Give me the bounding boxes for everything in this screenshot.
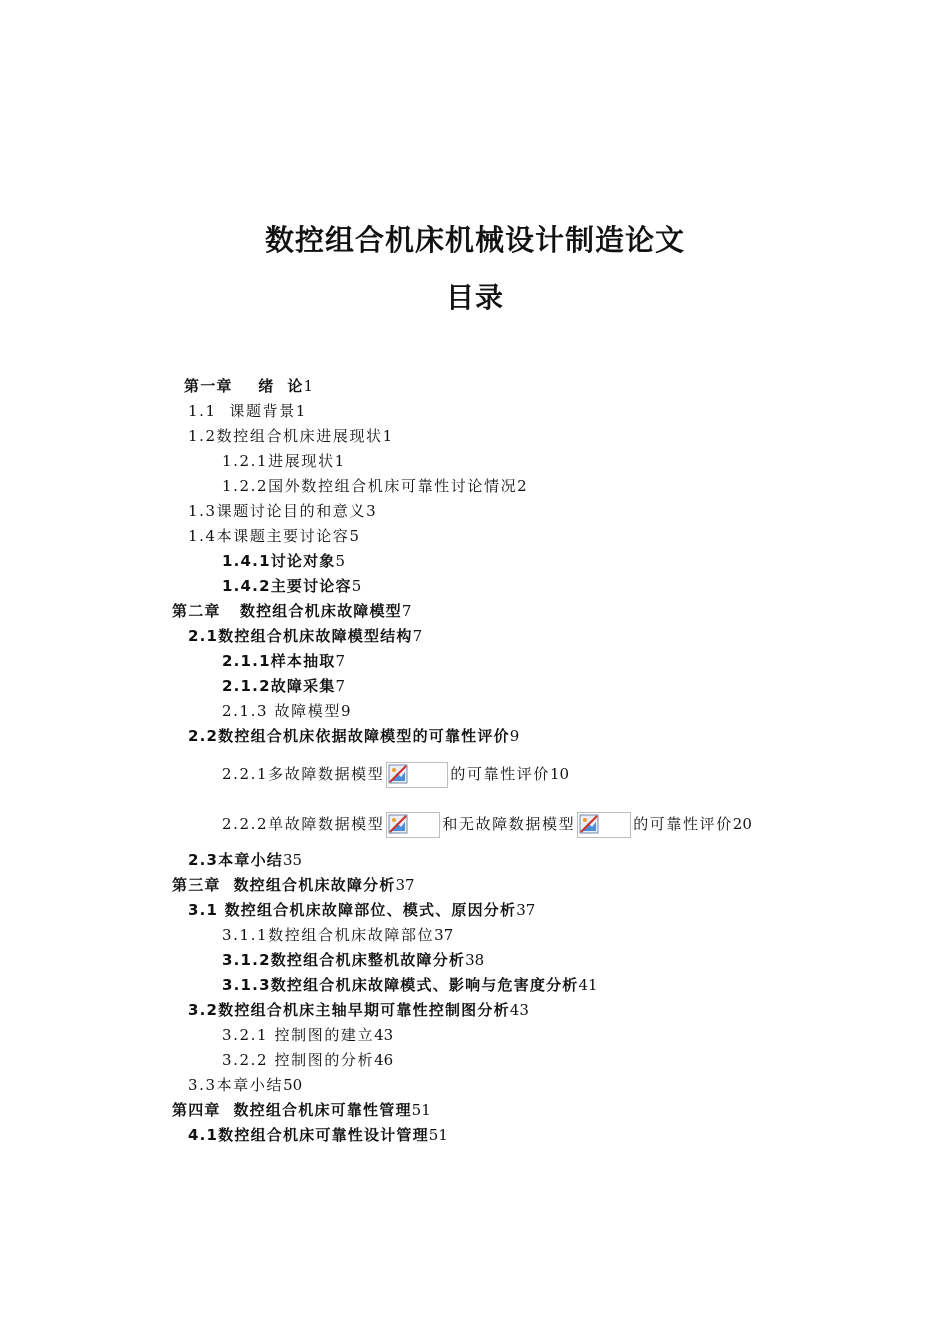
toc-entry-3-2-2[interactable] [222,1048,393,1073]
toc-entry-2-1-3[interactable] [222,699,350,724]
toc-entry-label: 3.1.3数控组合机床故障模式、影响与危害度分析 [222,976,579,994]
toc-entry-chapter-3[interactable] [172,873,415,898]
toc-entry-label: 1.4本课题主要讨论容 [188,527,350,545]
toc-entry-1-2-2[interactable] [222,474,527,499]
toc-entry-label: 2.3本章小结 [188,851,283,869]
toc-entry-3-1[interactable] [188,898,535,923]
toc-entry-page: 2 [517,477,527,495]
toc-entry-3-1-1[interactable] [222,923,453,948]
toc-entry-page: 38 [465,951,485,969]
toc-entry-label: 1.1 课题背景 [188,402,296,420]
toc-entry-label-suffix: 的可靠性评价 [450,765,550,783]
toc-entry-page: 37 [434,926,454,944]
toc-entry-2-1-1[interactable] [222,649,345,674]
toc-entry-label: 3.2.2 控制图的分析 [222,1051,375,1069]
toc-entry-page: 5 [335,552,346,570]
toc-entry-label: 3.3本章小结 [188,1076,284,1094]
toc-entry-page: 9 [509,727,520,745]
toc-entry-page: 37 [395,876,415,894]
toc-entry-label: 3.1 数控组合机床故障部位、模式、原因分析 [188,901,517,919]
toc-entry-label: 1.4.1讨论对象 [222,552,336,570]
toc-entry-page: 43 [374,1026,394,1044]
toc-entry-3-2-1[interactable] [222,1023,393,1048]
toc-entry-label: 第一章 绪 论 [184,377,304,395]
broken-image-icon [386,762,448,788]
toc-entry-page: 51 [411,1101,431,1119]
toc-entry-label: 1.3课题讨论目的和意义 [188,502,367,520]
toc-entry-2-2-1[interactable] [222,760,569,788]
toc-entry-label: 2.1.1样本抽取 [222,652,336,670]
toc-entry-2-1-2[interactable] [222,674,345,699]
toc-title: 目录 [445,281,504,314]
toc-entry-1-4[interactable] [188,524,359,549]
toc-entry-page: 43 [509,1001,529,1019]
toc-entry-page: 7 [335,652,346,670]
toc-entry-page: 35 [282,851,303,869]
toc-entry-page: 7 [401,602,412,620]
toc-entry-1-2[interactable] [188,424,392,449]
toc-entry-label: 1.4.2主要讨论容 [222,577,352,595]
toc-entry-label-suffix: 的可靠性评价 [633,815,733,833]
toc-entry-label: 3.2.1 控制图的建立 [222,1026,375,1044]
toc-entry-page: 5 [349,527,360,545]
toc-entry-2-2[interactable] [188,724,519,749]
toc-entry-1-2-1[interactable] [222,449,344,474]
toc-entry-label: 2.1.2故障采集 [222,677,336,695]
toc-entry-label: 第三章 数控组合机床故障分析 [172,876,396,894]
toc-entry-page: 41 [578,976,598,994]
toc-entry-1-4-2[interactable] [222,574,361,599]
toc-entry-page: 46 [374,1051,394,1069]
toc-entry-3-2[interactable] [188,998,529,1023]
toc-entry-label: 3.1.2数控组合机床整机故障分析 [222,951,466,969]
toc-entry-3-3[interactable] [188,1073,302,1098]
toc-entry-label: 第四章 数控组合机床可靠性管理 [172,1101,412,1119]
toc-entry-label: 1.2.2国外数控组合机床可靠性讨论情况 [222,477,518,495]
toc-entry-page: 7 [412,627,423,645]
toc-entry-label: 第二章 数控组合机床故障模型 [172,602,402,620]
toc-entry-page: 5 [351,577,362,595]
toc-entry-chapter-1[interactable] [184,374,313,399]
toc-entry-3-1-2[interactable] [222,948,484,973]
toc-entry-label: 2.2.1多故障数据模型 [222,765,385,783]
document-title: 数控组合机床机械设计制造论文 [264,223,685,257]
toc-entry-4-1[interactable] [188,1123,448,1148]
toc-entry-page: 50 [283,1076,303,1094]
toc-entry-1-4-1[interactable] [222,549,345,574]
toc-entry-label: 2.1数控组合机床故障模型结构 [188,627,413,645]
toc-entry-label: 2.2数控组合机床依据故障模型的可靠性评价 [188,727,510,745]
toc-entry-label-middle: 和无故障数据模型 [442,815,576,833]
toc-entry-3-1-3[interactable] [222,973,598,998]
toc-entry-page: 37 [516,901,536,919]
toc-entry-1-1[interactable] [188,399,305,424]
toc-entry-page: 10 [549,765,570,783]
toc-entry-2-1[interactable] [188,624,422,649]
toc-entry-label: 4.1数控组合机床可靠性设计管理 [188,1126,429,1144]
toc-entry-page: 1 [334,452,345,470]
toc-entry-label: 1.2.1进展现状 [222,452,335,470]
toc-entry-label: 3.1.1数控组合机床故障部位 [222,926,435,944]
toc-entry-2-2-2[interactable] [222,810,752,838]
toc-entry-page: 1 [303,377,314,395]
toc-entry-page: 7 [335,677,346,695]
toc-entry-label: 1.2数控组合机床进展现状 [188,427,383,445]
toc-entry-page: 1 [295,402,306,420]
toc-entry-chapter-2[interactable] [172,599,411,624]
toc-entry-page: 20 [732,815,752,833]
broken-image-icon [386,812,440,838]
toc-entry-page: 9 [340,702,351,720]
toc-entry-2-3[interactable] [188,848,302,873]
toc-entry-page: 1 [382,427,393,445]
toc-entry-label: 2.1.3 故障模型 [222,702,341,720]
broken-image-icon [577,812,631,838]
toc-entry-page: 51 [428,1126,448,1144]
toc-entry-label: 3.2数控组合机床主轴早期可靠性控制图分析 [188,1001,510,1019]
toc-entry-chapter-4[interactable] [172,1098,431,1123]
toc-entry-label: 2.2.2单故障数据模型 [222,815,385,833]
toc-entry-1-3[interactable] [188,499,376,524]
toc-entry-page: 3 [366,502,376,520]
